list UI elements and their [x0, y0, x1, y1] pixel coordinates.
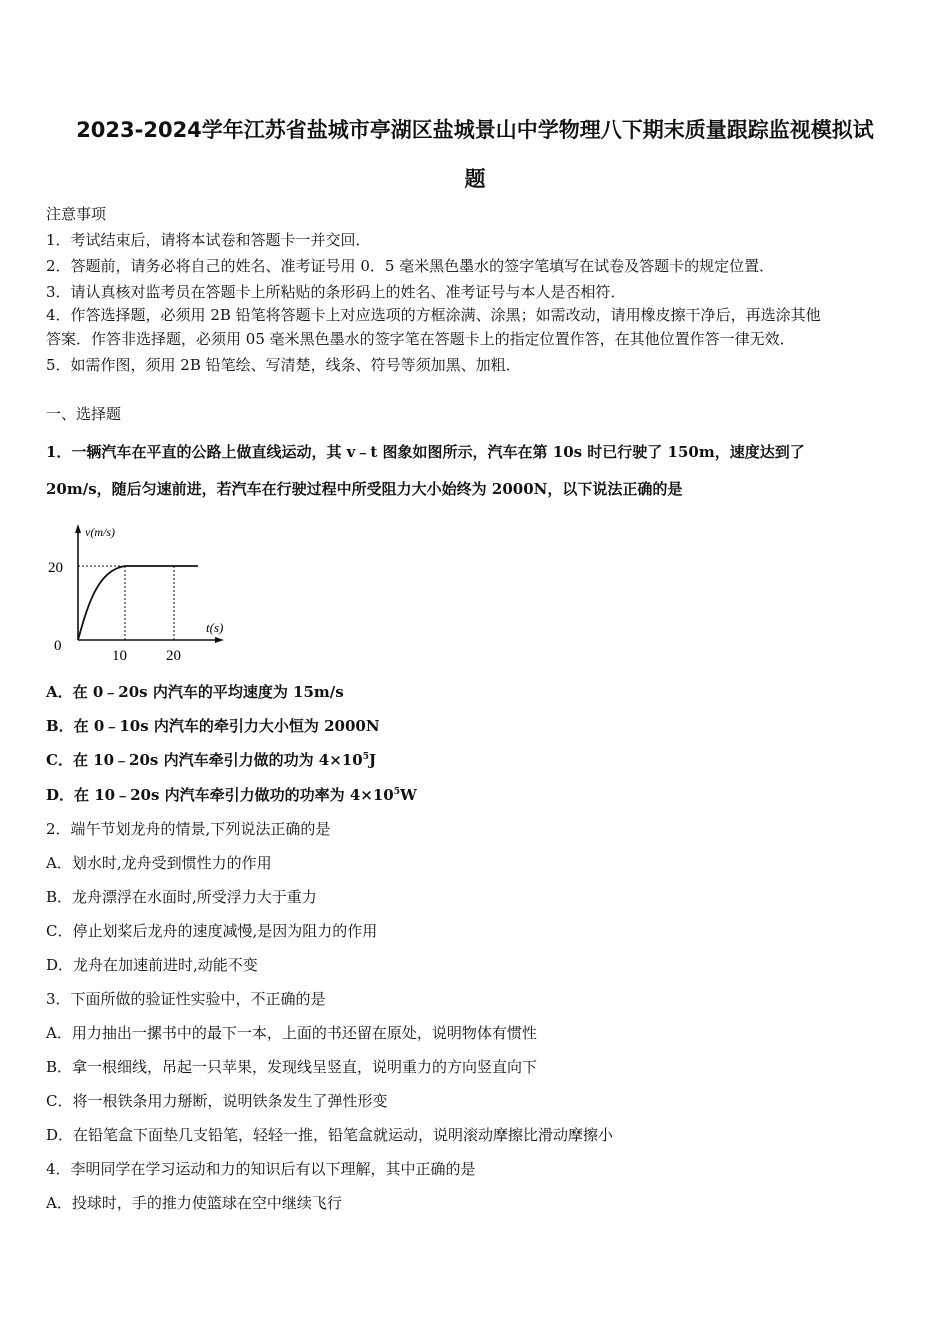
- vt-graph: [40, 516, 240, 666]
- origin-label: 0: [54, 638, 62, 654]
- q1-stem-line1: 1．一辆汽车在平直的公路上做直线运动，其 v﹣t 图象如图所示，汽车在第 10s 时已行驶了 150m，速度达到了: [46, 443, 805, 461]
- q1-option-c: C．在 10﹣20s 内汽车牵引力做的功为 $4\times 10^5J$: [46, 751, 377, 769]
- q3-option-d: D．在铅笔盒下面垫几支铅笔，轻轻一推，铅笔盒就运动，说明滚动摩擦比滑动摩擦小: [46, 1126, 614, 1144]
- q3-option-a: A．用力抽出一摞书中的最下一本，上面的书还留在原处，说明物体有惯性: [46, 1024, 537, 1042]
- vt-curve: [78, 566, 198, 640]
- q2-option-d: D．龙舟在加速前进时,动能不变: [46, 956, 258, 974]
- notice-item-4: 4．作答选择题，必须用 2B 铅笔将答题卡上对应选项的方框涂满、涂黑；如需改动，请用橡皮擦干净后，再选涂其他: [46, 306, 821, 324]
- q1-option-d: D．在 10﹣20s 内汽车牵引力做功的功率为 $4\times 10^5W$: [46, 786, 417, 804]
- section-heading: 一、选择题: [46, 405, 122, 423]
- q3-option-c: C．将一根铁条用力掰断，说明铁条发生了弹性形变: [46, 1092, 388, 1110]
- x-tick-20: 20: [166, 648, 181, 664]
- q2-option-c: C．停止划桨后龙舟的速度减慢,是因为阻力的作用: [46, 922, 378, 940]
- q1-option-b: B．在 0﹣10s 内汽车的牵引力大小恒为 2000N: [46, 717, 380, 735]
- x-axis-label: t(s): [206, 620, 224, 635]
- q3-option-b: B．拿一根细线，吊起一只苹果，发现线呈竖直，说明重力的方向竖直向下: [46, 1058, 538, 1076]
- y-axis-arrow: [75, 524, 81, 533]
- q3-stem: 3．下面所做的验证性实验中，不正确的是: [46, 990, 326, 1008]
- exam-title-line1: 2023-2024学年江苏省盐城市亭湖区盐城景山中学物理八下期末质量跟踪监视模拟试: [76, 118, 874, 142]
- x-axis-arrow: [215, 637, 224, 643]
- notice-item-3: 3．请认真核对监考员在答题卡上所粘贴的条形码上的姓名、准考证号与本人是否相符．: [46, 283, 626, 301]
- notice-heading: 注意事项: [46, 205, 107, 223]
- notice-item-1: 1．考试结束后，请将本试卷和答题卡一并交回．: [46, 231, 371, 249]
- notice-item-4-cont: 答案．作答非选择题，必须用 05 毫米黑色墨水的签字笔在答题卡上的指定位置作答，在其他位置作答一律无效．: [46, 330, 795, 348]
- x-tick-10: 10: [112, 648, 127, 664]
- y-axis-label: v(m/s): [85, 525, 115, 539]
- q4-stem: 4．李明同学在学习运动和力的知识后有以下理解，其中正确的是: [46, 1160, 476, 1178]
- q4-option-a: A．投球时，手的推力使篮球在空中继续飞行: [46, 1194, 342, 1212]
- q2-option-a: A．划水时,龙舟受到惯性力的作用: [46, 854, 272, 872]
- q2-stem: 2．端午节划龙舟的情景,下列说法正确的是: [46, 820, 331, 838]
- q2-option-b: B．龙舟漂浮在水面时,所受浮力大于重力: [46, 888, 317, 906]
- exam-title-line2: 题: [464, 167, 486, 191]
- notice-item-2: 2．答题前，请务必将自己的姓名、准考证号用 0．5 毫米黑色墨水的签字笔填写在试卷及答题卡的规定位置．: [46, 257, 775, 275]
- q1-option-a: A．在 0﹣20s 内汽车的平均速度为 15m/s: [46, 683, 344, 701]
- y-tick-20: 20: [48, 560, 63, 576]
- q1-stem-line2: 20m/s，随后匀速前进，若汽车在行驶过程中所受阻力大小始终为 2000N，以下说法正确的是: [46, 480, 683, 498]
- notice-item-5: 5．如需作图，须用 2B 铅笔绘、写清楚，线条、符号等须加黑、加粗．: [46, 356, 521, 374]
